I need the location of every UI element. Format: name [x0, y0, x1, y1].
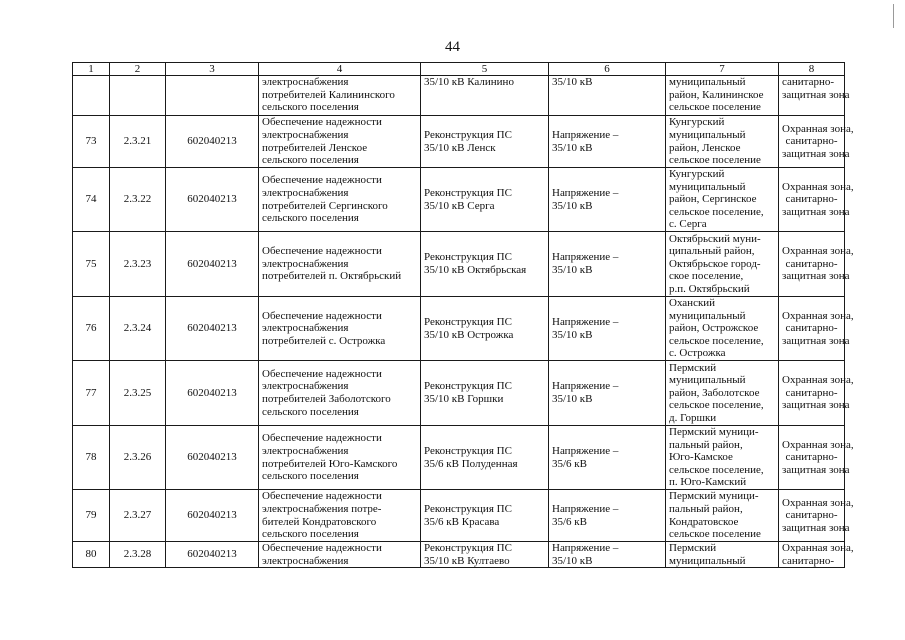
cell-line: Реконструкция ПС [424, 251, 512, 264]
cell-line: 35/10 кВ [552, 554, 593, 567]
cell-line: санитарно- [785, 257, 838, 270]
cell-line: электроснабжения [262, 322, 349, 335]
cell-line: Реконструкция ПС [424, 444, 512, 457]
cell-line: ское поселение, [669, 270, 744, 283]
table-row [73, 76, 845, 116]
cell-line: защитная зона [782, 521, 850, 534]
location-cell [666, 361, 779, 426]
zone-cell [779, 361, 854, 426]
cell-line: Пермский муници- [669, 426, 759, 439]
object-id: 602040213 [166, 297, 259, 361]
cell-line: муниципальный [669, 180, 746, 193]
object-id: 602040213 [166, 232, 259, 297]
row-number: 76 [73, 297, 110, 361]
row-number: 80 [73, 542, 110, 568]
location-cell [666, 76, 779, 116]
cell-line: потребителей Заболотского [262, 393, 391, 405]
page-edge-mark [893, 4, 894, 28]
cell-line: сельского поселения [262, 212, 359, 225]
cell-line: муниципальный [669, 554, 746, 567]
cell-line: потребителей Юго-Камского [262, 457, 398, 470]
column-number: 3 [166, 63, 259, 76]
cell-line: Кунгурский [669, 168, 725, 181]
column-number: 6 [549, 63, 666, 76]
item-code: 2.3.25 [110, 361, 166, 426]
item-code: 2.3.28 [110, 542, 166, 568]
cell-line: муниципальный [669, 374, 746, 387]
cell-line: потребителей с. Острожка [262, 334, 386, 347]
cell-line: Обеспечение надежности [262, 245, 382, 258]
cell-line: Реконструкция ПС [424, 186, 512, 199]
cell-line: электроснабжения потре- [262, 502, 382, 515]
cell-line: защитная зона [782, 88, 850, 101]
cell-line: санитарно- [785, 135, 838, 148]
parameters-cell [549, 361, 666, 426]
cell-line: Реконструкция ПС [424, 128, 512, 141]
table-row [73, 232, 845, 297]
parameters-cell [549, 76, 666, 116]
cell-line: сельское поселение, [669, 205, 764, 218]
item-code [110, 76, 166, 116]
cell-line: Оханский [669, 297, 716, 310]
cell-line: Напряжение – [552, 380, 619, 393]
purpose-cell [259, 361, 421, 426]
purpose-cell [259, 76, 421, 116]
cell-line: район, Ленское [669, 141, 741, 154]
cell-line: сельского поселения [262, 405, 359, 418]
cell-line: с. Острожка [669, 347, 726, 360]
cell-line: Обеспечение надежности [262, 309, 382, 322]
row-number: 77 [73, 361, 110, 426]
item-code: 2.3.26 [110, 426, 166, 490]
object-id: 602040213 [166, 168, 259, 232]
cell-line: 35/6 кВ Красава [424, 515, 500, 528]
item-code: 2.3.22 [110, 168, 166, 232]
cell-line: 35/10 кВ [552, 264, 593, 276]
cell-line: Напряжение – [552, 444, 619, 457]
cell-line: электроснабжения [262, 257, 349, 270]
cell-line: потребителей Калининского [262, 88, 395, 101]
cell-line: защитная зона [782, 334, 850, 347]
column-number: 5 [421, 63, 549, 76]
location-cell [666, 168, 779, 232]
cell-line: д. Горшки [669, 411, 717, 424]
cell-line: Охранная зона, [782, 438, 854, 451]
cell-line: Обеспечение надежности [262, 432, 382, 445]
location-cell [666, 116, 779, 168]
cell-line: п. Юго-Камский [669, 476, 747, 489]
cell-line: Напряжение – [552, 315, 619, 328]
column-number: 7 [666, 63, 779, 76]
cell-line: защитная зона [782, 463, 850, 476]
cell-line: защитная зона [782, 270, 850, 283]
cell-line: потребителей Ленское [262, 141, 368, 154]
row-number: 73 [73, 116, 110, 168]
cell-line: санитарно- [785, 386, 838, 399]
cell-line: сельского поселения [262, 101, 359, 114]
item-code: 2.3.27 [110, 490, 166, 542]
action-cell [421, 116, 549, 168]
cell-line: санитарно- [782, 554, 835, 567]
cell-line: санитарно- [782, 76, 835, 88]
cell-line: защитная зона [782, 147, 850, 160]
location-cell [666, 426, 779, 490]
cell-line: сельское поселение, [669, 399, 764, 412]
cell-line: сельское поселение [669, 528, 761, 541]
zone-cell [779, 232, 854, 297]
cell-line: 35/10 кВ Серга [424, 199, 495, 212]
column-number: 4 [259, 63, 421, 76]
cell-line: муниципальный [669, 309, 746, 322]
cell-line: Охранная зона, [782, 180, 854, 193]
cell-line: электроснабжения [262, 554, 349, 567]
cell-line: Охранная зона, [782, 374, 854, 387]
zone-cell [779, 426, 854, 490]
action-cell [421, 426, 549, 490]
cell-line: Обеспечение надежности [262, 116, 382, 129]
cell-line: Охранная зона, [782, 309, 854, 322]
cell-line: санитарно- [785, 193, 838, 206]
cell-line: электроснабжения [262, 444, 349, 457]
cell-line: 35/6 кВ Полуденная [424, 457, 518, 470]
cell-line: Обеспечение надежности [262, 174, 382, 187]
row-number: 79 [73, 490, 110, 542]
table-row [73, 116, 845, 168]
cell-line: сельского поселения [262, 528, 359, 541]
cell-line: Напряжение – [552, 502, 619, 515]
object-id: 602040213 [166, 490, 259, 542]
cell-line: сельского поселения [262, 154, 359, 167]
cell-line: ципальный район, [669, 245, 755, 258]
zone-cell [779, 76, 850, 116]
cell-line: Напряжение – [552, 251, 619, 264]
column-number-row [73, 63, 845, 76]
purpose-cell [259, 426, 421, 490]
cell-line: сельское поселение [669, 154, 761, 167]
cell-line: Обеспечение надежности [262, 490, 382, 503]
action-cell [421, 361, 549, 426]
cell-line: муниципальный [669, 76, 746, 88]
action-cell [421, 490, 549, 542]
cell-line: сельское поселение [669, 101, 761, 114]
object-id: 602040213 [166, 542, 259, 568]
cell-line: Реконструкция ПС [424, 502, 512, 515]
row-number [73, 76, 110, 116]
cell-line: санитарно- [785, 322, 838, 335]
cell-line: Пермский [669, 542, 717, 554]
row-number: 75 [73, 232, 110, 297]
cell-line: бителей Кондратовского [262, 515, 377, 528]
parameters-cell [549, 426, 666, 490]
cell-line: сельского поселения [262, 470, 359, 483]
cell-line: Напряжение – [552, 542, 619, 554]
cell-line: 35/10 кВ [552, 393, 593, 405]
cell-line: пальный район, [669, 502, 743, 515]
item-code: 2.3.24 [110, 297, 166, 361]
purpose-cell [259, 232, 421, 297]
cell-line: район, Заболотское [669, 386, 760, 399]
cell-line: электроснабжения [262, 380, 349, 393]
cell-line: Охранная зона, [782, 245, 854, 258]
cell-line: 35/10 кВ [552, 76, 593, 88]
cell-line: с. Серга [669, 218, 707, 231]
cell-line: Юго-Камское [669, 451, 733, 464]
cell-line: электроснабжения [262, 128, 349, 141]
cell-line: сельское поселение, [669, 334, 764, 347]
cell-line: муниципальный [669, 128, 746, 141]
table-row [73, 297, 845, 361]
cell-line: 35/10 кВ Калинино [424, 76, 514, 88]
action-cell [421, 168, 549, 232]
cell-line: сельское поселение, [669, 463, 764, 476]
parameters-cell [549, 490, 666, 542]
purpose-cell [259, 490, 421, 542]
location-cell [666, 297, 779, 361]
cell-line: Кондратовское [669, 515, 739, 528]
zone-cell [779, 116, 854, 168]
parameters-cell [549, 542, 666, 568]
column-number: 1 [73, 63, 110, 76]
cell-line: защитная зона [782, 399, 850, 412]
cell-line: санитарно- [785, 509, 838, 522]
purpose-cell [259, 297, 421, 361]
zone-cell [779, 490, 854, 542]
row-number: 78 [73, 426, 110, 490]
cell-line: потребителей Сергинского [262, 199, 388, 212]
zone-cell [779, 542, 854, 568]
cell-line: р.п. Октябрьский [669, 282, 750, 295]
cell-line: потребителей п. Октябрьский [262, 270, 402, 283]
table-row [73, 490, 845, 542]
cell-line: 35/10 кВ [552, 328, 593, 341]
object-id: 602040213 [166, 361, 259, 426]
cell-line: 35/10 кВ Култаево [424, 554, 510, 567]
cell-line: Пермский муници- [669, 490, 759, 503]
zone-cell [779, 297, 854, 361]
cell-line: Реконструкция ПС [424, 380, 512, 393]
purpose-cell [259, 168, 421, 232]
parameters-cell [549, 297, 666, 361]
cell-line: 35/6 кВ [552, 457, 587, 470]
zone-cell [779, 168, 854, 232]
cell-line: электроснабжения [262, 76, 349, 88]
action-cell [421, 232, 549, 297]
cell-line: пальный район, [669, 438, 743, 451]
cell-line: 35/10 кВ Острожка [424, 328, 514, 341]
cell-line: район, Калининское [669, 88, 764, 101]
item-code: 2.3.21 [110, 116, 166, 168]
location-cell [666, 542, 779, 568]
column-number: 8 [779, 63, 845, 76]
cell-line: Реконструкция ПС [424, 542, 512, 554]
cell-line: Кунгурский [669, 116, 725, 129]
purpose-cell [259, 542, 421, 568]
cell-line: 35/10 кВ Горшки [424, 393, 504, 405]
cell-line: Октябрьский муни- [669, 232, 761, 245]
action-cell [421, 76, 549, 116]
cell-line: район, Сергинское [669, 193, 757, 206]
cell-line: 35/10 кВ [552, 199, 593, 212]
location-cell [666, 490, 779, 542]
purpose-cell [259, 116, 421, 168]
parameters-cell [549, 232, 666, 297]
cell-line: Обеспечение надежности [262, 542, 382, 554]
parameters-cell [549, 168, 666, 232]
cell-line: электроснабжения [262, 186, 349, 199]
cell-line: Пермский [669, 361, 717, 374]
cell-line: Напряжение – [552, 128, 619, 141]
table-row [73, 361, 845, 426]
item-code: 2.3.23 [110, 232, 166, 297]
cell-line: Охранная зона, [782, 542, 854, 554]
column-number: 2 [110, 63, 166, 76]
cell-line: 35/10 кВ Ленск [424, 141, 496, 154]
table-row [73, 426, 845, 490]
object-id: 602040213 [166, 426, 259, 490]
row-number: 74 [73, 168, 110, 232]
table-row [73, 542, 845, 568]
cell-line: Охранная зона, [782, 122, 854, 135]
table-row [73, 168, 845, 232]
cell-line: 35/6 кВ [552, 515, 587, 528]
action-cell [421, 297, 549, 361]
facilities-table [72, 62, 854, 568]
cell-line: Охранная зона, [782, 496, 854, 509]
parameters-cell [549, 116, 666, 168]
object-id [166, 76, 259, 116]
cell-line: 35/10 кВ [552, 141, 593, 154]
cell-line: Напряжение – [552, 186, 619, 199]
cell-line: защитная зона [782, 205, 850, 218]
cell-line: Реконструкция ПС [424, 315, 512, 328]
cell-line: 35/10 кВ Октябрьская [424, 264, 527, 276]
cell-line: район, Острожское [669, 322, 759, 335]
object-id: 602040213 [166, 116, 259, 168]
location-cell [666, 232, 779, 297]
action-cell [421, 542, 549, 568]
cell-line: Обеспечение надежности [262, 367, 382, 380]
cell-line: Октябрьское город- [669, 257, 761, 270]
cell-line: санитарно- [785, 451, 838, 464]
page-number: 44 [445, 39, 460, 55]
